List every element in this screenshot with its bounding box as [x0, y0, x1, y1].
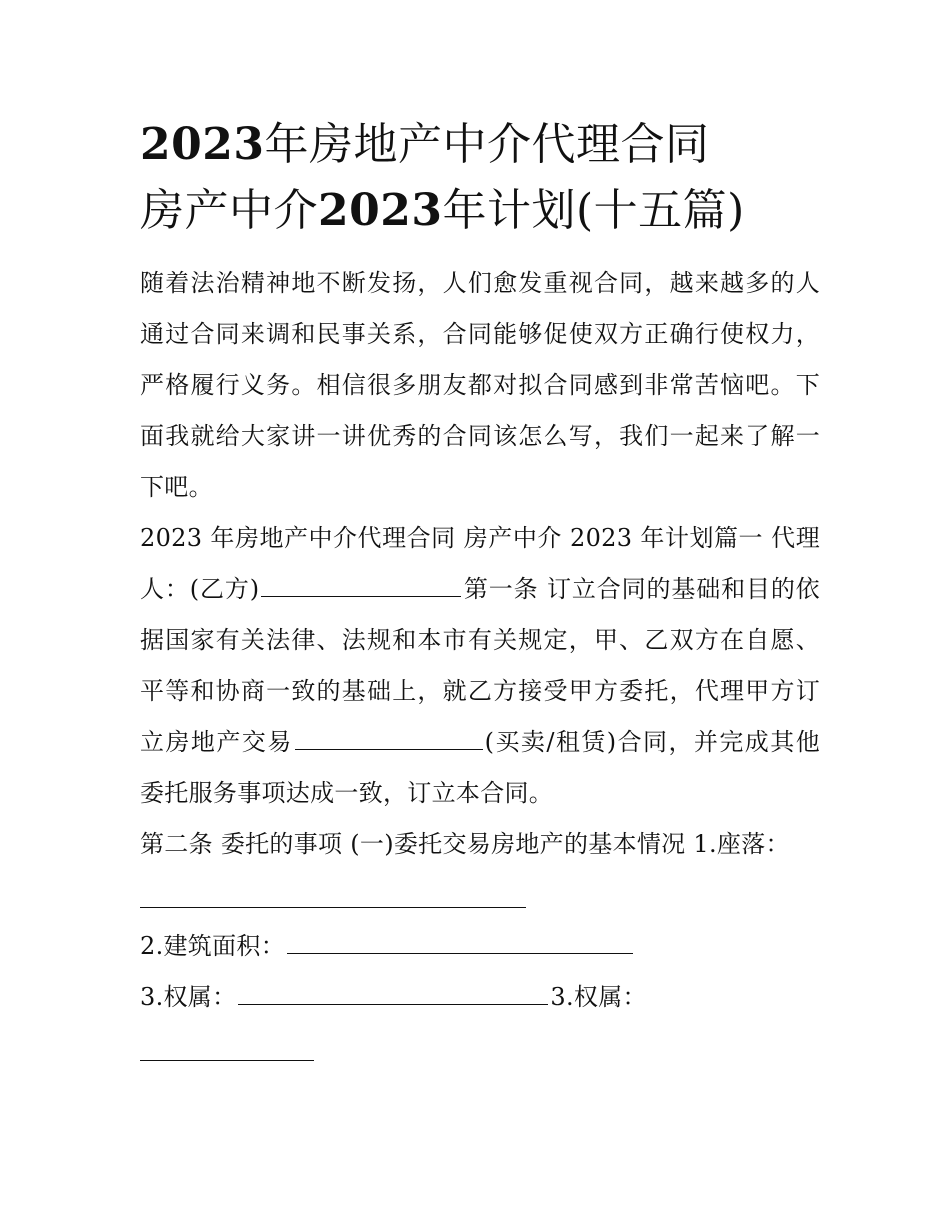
- section-1-paragraph: [140, 513, 820, 819]
- title-year-2: 2023: [318, 185, 443, 236]
- ownership-row: [140, 972, 820, 1023]
- ownership-blank-row: [140, 1023, 820, 1074]
- area-row: [140, 921, 820, 972]
- location-blank-line: [140, 906, 526, 908]
- section-1-text-b: 第一条 订立合同的基础和目的依据国家有关法律、法规和本市有关规定，甲、乙双方在自愿、平等和协商一致的基础上，就乙方接受甲方委托，代理甲方订立房地产交易: [140, 575, 820, 756]
- title-text-2b: 年计划(十五篇): [442, 185, 745, 236]
- section-1-text-a: 2023 年房地产中介代理合同 房产中介 2023 年计划篇一 代理人：(乙方): [140, 524, 820, 603]
- area-blank-line: [287, 952, 633, 954]
- ownership-label-a: 3.权属：: [140, 983, 237, 1011]
- agent-blank-line: [261, 595, 461, 597]
- section-2-heading: 第二条 委托的事项 (一)委托交易房地产的基本情况 1.座落：: [140, 830, 790, 858]
- title-line-2: [140, 178, 820, 244]
- transaction-blank-line: [295, 748, 483, 750]
- ownership-blank-line-a: [238, 1003, 548, 1005]
- title-line-1: [140, 112, 820, 178]
- document-page: [140, 112, 820, 1074]
- area-label: 2.建筑面积：: [140, 932, 285, 960]
- title-text-1: 年房地产中介代理合同: [264, 119, 710, 170]
- document-title: [140, 112, 820, 244]
- section-1-text-c: (买卖/租赁)合同，并完成其他委托服务事项达成一致，订立本合同。: [140, 728, 820, 807]
- ownership-label-b: 3.权属：: [550, 983, 647, 1011]
- ownership-blank-line-b: [140, 1059, 314, 1061]
- intro-paragraph: 随着法治精神地不断发扬，人们愈发重视合同，越来越多的人通过合同来调和民事关系，合同能够促使双方正确行使权力，严格履行义务。相信很多朋友都对拟合同感到非常苦恼吧。下面我就给大家讲一讲优秀的合同该怎么写，我们一起来了解一下吧。: [140, 269, 820, 501]
- title-year-1: 2023: [140, 119, 265, 170]
- title-text-2a: 房产中介: [140, 185, 318, 236]
- location-blank-row: [140, 870, 820, 921]
